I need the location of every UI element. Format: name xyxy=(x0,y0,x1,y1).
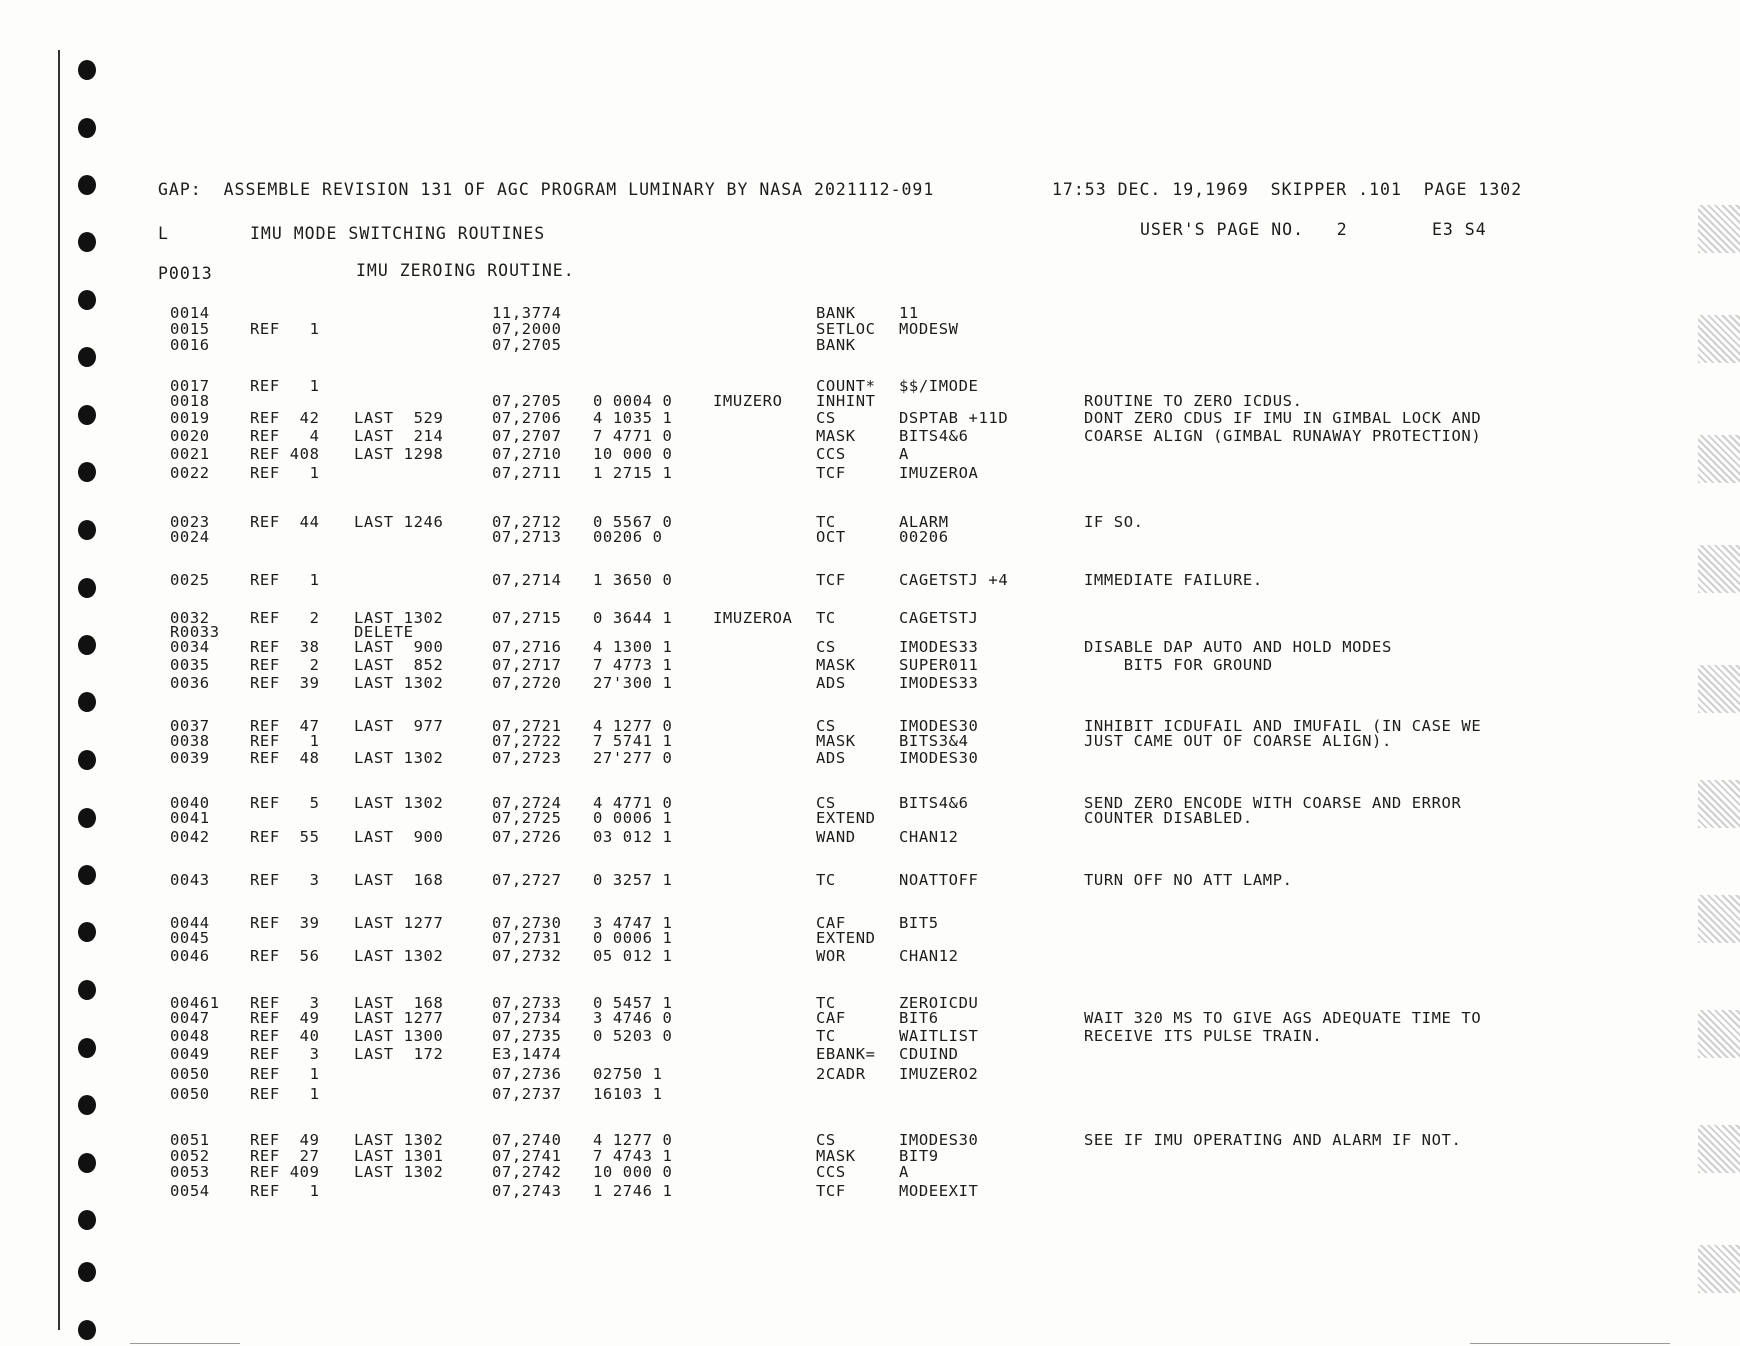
listing-last: LAST 168 xyxy=(354,994,444,1012)
listing-ref: REF 3 xyxy=(250,994,320,1012)
listing-comment: IF SO. xyxy=(1084,513,1144,531)
listing-seq: 0022 xyxy=(170,464,210,482)
punch-hole xyxy=(78,922,96,942)
tractor-feed-mark xyxy=(1698,1010,1740,1058)
listing-ref: REF 408 xyxy=(250,445,320,463)
listing-comment: TURN OFF NO ATT LAMP. xyxy=(1084,871,1293,889)
listing-operand: MODEEXIT xyxy=(899,1182,979,1200)
punch-hole xyxy=(78,462,96,482)
listing-op: EXTEND xyxy=(816,929,876,947)
listing-op: BANK xyxy=(816,336,856,354)
listing-op: SETLOC xyxy=(816,320,876,338)
listing-word: 0 5457 1 xyxy=(593,994,673,1012)
listing-ref: REF 47 xyxy=(250,717,320,735)
listing-operand: CAGETSTJ +4 xyxy=(899,571,1009,589)
listing-last: LAST 1246 xyxy=(354,513,444,531)
punch-hole xyxy=(78,1262,96,1282)
listing-seq: 0021 xyxy=(170,445,210,463)
listing-word: 7 4773 1 xyxy=(593,656,673,674)
listing-operand: SUPER011 xyxy=(899,656,979,674)
listing-comment: WAIT 320 MS TO GIVE AGS ADEQUATE TIME TO xyxy=(1084,1009,1482,1027)
listing-label: IMUZERO xyxy=(713,392,783,410)
listing-last: LAST 1300 xyxy=(354,1027,444,1045)
listing-op: WAND xyxy=(816,828,856,846)
listing-word: 02750 1 xyxy=(593,1065,663,1083)
listing-last: DELETE xyxy=(354,623,414,641)
listing-ref: REF 49 xyxy=(250,1009,320,1027)
listing-word: 0 5203 0 xyxy=(593,1027,673,1045)
listing-seq: 0019 xyxy=(170,409,210,427)
listing-ref: REF 1 xyxy=(250,1065,320,1083)
listing-op: TCF xyxy=(816,464,846,482)
listing-addr: 07,2706 xyxy=(492,409,562,427)
listing-comment: RECEIVE ITS PULSE TRAIN. xyxy=(1084,1027,1323,1045)
listing-last: LAST 1277 xyxy=(354,1009,444,1027)
listing-op: MASK xyxy=(816,732,856,750)
tractor-feed-mark xyxy=(1698,780,1740,828)
listing-addr: 07,2722 xyxy=(492,732,562,750)
section-title: IMU MODE SWITCHING ROUTINES xyxy=(250,224,546,243)
listing-operand: CHAN12 xyxy=(899,947,959,965)
punch-hole xyxy=(78,635,96,655)
punch-hole xyxy=(78,60,96,80)
listing-op: CAF xyxy=(816,914,846,932)
listing-seq: 0014 xyxy=(170,304,210,322)
listing-ref: REF 4 xyxy=(250,427,320,445)
listing-addr: 07,2707 xyxy=(492,427,562,445)
listing-addr: 07,2731 xyxy=(492,929,562,947)
listing-seq: 0053 xyxy=(170,1163,210,1181)
listing-word: 0 0004 0 xyxy=(593,392,673,410)
listing-seq: 0035 xyxy=(170,656,210,674)
listing-operand: WAITLIST xyxy=(899,1027,979,1045)
listing-op: BANK xyxy=(816,304,856,322)
listing-word: 0 3644 1 xyxy=(593,609,673,627)
listing-addr: 07,2730 xyxy=(492,914,562,932)
listing-comment: JUST CAME OUT OF COARSE ALIGN). xyxy=(1084,732,1392,750)
tractor-feed-mark xyxy=(1698,435,1740,483)
listing-ref: REF 38 xyxy=(250,638,320,656)
listing-op: TC xyxy=(816,1027,836,1045)
listing-ref: REF 2 xyxy=(250,656,320,674)
listing-word: 4 1300 1 xyxy=(593,638,673,656)
listing-addr: 07,2742 xyxy=(492,1163,562,1181)
listing-op: ADS xyxy=(816,749,846,767)
listing-label: IMUZEROA xyxy=(713,609,793,627)
punch-hole xyxy=(78,865,96,885)
listing-seq: 0050 xyxy=(170,1085,210,1103)
listing-last: LAST 852 xyxy=(354,656,444,674)
listing-addr: 07,2736 xyxy=(492,1065,562,1083)
listing-addr: 07,2732 xyxy=(492,947,562,965)
listing-word: 4 1035 1 xyxy=(593,409,673,427)
listing-seq: 0032 xyxy=(170,609,210,627)
listing-operand: DSPTAB +11D xyxy=(899,409,1009,427)
listing-addr: 07,2724 xyxy=(492,794,562,812)
listing-word: 0 5567 0 xyxy=(593,513,673,531)
listing-addr: 07,2725 xyxy=(492,809,562,827)
listing-operand: ALARM xyxy=(899,513,949,531)
listing-addr: 07,2743 xyxy=(492,1182,562,1200)
listing-last: LAST 977 xyxy=(354,717,444,735)
listing-comment: ROUTINE TO ZERO ICDUS. xyxy=(1084,392,1303,410)
listing-op: TC xyxy=(816,513,836,531)
section-letter: L xyxy=(158,224,169,243)
listing-last: LAST 214 xyxy=(354,427,444,445)
listing-seq: 0017 xyxy=(170,377,210,395)
listing-addr: 07,2737 xyxy=(492,1085,562,1103)
listing-seq: R0033 xyxy=(170,623,220,641)
listing-op: CS xyxy=(816,794,836,812)
listing-comment: DISABLE DAP AUTO AND HOLD MODES xyxy=(1084,638,1392,656)
listing-seq: 0054 xyxy=(170,1182,210,1200)
listing-operand: IMODES30 xyxy=(899,1131,979,1149)
listing-comment: INHIBIT ICDUFAIL AND IMUFAIL (IN CASE WE xyxy=(1084,717,1482,735)
listing-seq: 0024 xyxy=(170,528,210,546)
listing-last: LAST 1298 xyxy=(354,445,444,463)
listing-operand: CAGETSTJ xyxy=(899,609,979,627)
listing-ref: REF 55 xyxy=(250,828,320,846)
bottom-rule xyxy=(1470,1343,1670,1344)
listing-seq: 0043 xyxy=(170,871,210,889)
listing-op: TC xyxy=(816,994,836,1012)
listing-seq: 0042 xyxy=(170,828,210,846)
listing-word: 10 000 0 xyxy=(593,1163,673,1181)
listing-word: 0 0006 1 xyxy=(593,929,673,947)
listing-addr: 07,2713 xyxy=(492,528,562,546)
listing-operand: ZEROICDU xyxy=(899,994,979,1012)
listing-last: LAST 900 xyxy=(354,828,444,846)
listing-seq: 0049 xyxy=(170,1045,210,1063)
listing-word: 0 3257 1 xyxy=(593,871,673,889)
punch-hole xyxy=(78,578,96,598)
listing-ref: REF 1 xyxy=(250,571,320,589)
listing-comment: DONT ZERO CDUS IF IMU IN GIMBAL LOCK AND xyxy=(1084,409,1482,427)
punch-hole xyxy=(78,347,96,367)
listing-op: MASK xyxy=(816,656,856,674)
listing-addr: 07,2717 xyxy=(492,656,562,674)
listing-addr: E3,1474 xyxy=(492,1045,562,1063)
listing-ref: REF 1 xyxy=(250,320,320,338)
listing-op: WOR xyxy=(816,947,846,965)
tractor-feed-mark xyxy=(1698,1245,1740,1293)
users-page-number: USER'S PAGE NO. 2 xyxy=(1140,220,1348,239)
listing-word: 27'300 1 xyxy=(593,674,673,692)
listing-last: LAST 1302 xyxy=(354,674,444,692)
listing-addr: 07,2711 xyxy=(492,464,562,482)
listing-operand: CHAN12 xyxy=(899,828,959,846)
tractor-feed-mark xyxy=(1698,315,1740,363)
listing-word: 7 4771 0 xyxy=(593,427,673,445)
punch-hole xyxy=(78,750,96,770)
listing-op: TCF xyxy=(816,571,846,589)
print-timestamp: 17:53 DEC. 19,1969 SKIPPER .101 PAGE 1302 xyxy=(1052,180,1523,199)
listing-last: LAST 1302 xyxy=(354,749,444,767)
listing-addr: 07,2705 xyxy=(492,392,562,410)
listing-operand: BITS4&6 xyxy=(899,794,969,812)
tractor-feed-mark xyxy=(1698,545,1740,593)
listing-ref: REF 27 xyxy=(250,1147,320,1165)
listing-op: TC xyxy=(816,871,836,889)
listing-ref: REF 1 xyxy=(250,1182,320,1200)
listing-addr: 07,2710 xyxy=(492,445,562,463)
listing-ref: REF 1 xyxy=(250,377,320,395)
listing-operand: IMODES30 xyxy=(899,749,979,767)
punch-hole xyxy=(78,290,96,310)
listing-word: 1 3650 0 xyxy=(593,571,673,589)
listing-addr: 07,2741 xyxy=(492,1147,562,1165)
listing-operand: BIT9 xyxy=(899,1147,939,1165)
listing-word: 1 2746 1 xyxy=(593,1182,673,1200)
listing-seq: 0018 xyxy=(170,392,210,410)
listing-comment: BIT5 FOR GROUND xyxy=(1084,656,1273,674)
tractor-feed-mark xyxy=(1698,1125,1740,1173)
listing-op: CS xyxy=(816,717,836,735)
listing-seq: 0040 xyxy=(170,794,210,812)
listing-seq: 0051 xyxy=(170,1131,210,1149)
listing-addr: 07,2735 xyxy=(492,1027,562,1045)
listing-last: LAST 172 xyxy=(354,1045,444,1063)
listing-operand: IMODES30 xyxy=(899,717,979,735)
listing-word: 03 012 1 xyxy=(593,828,673,846)
punch-hole xyxy=(78,232,96,252)
listing-ref: REF 2 xyxy=(250,609,320,627)
listing-seq: 0052 xyxy=(170,1147,210,1165)
listing-seq: 0044 xyxy=(170,914,210,932)
listing-operand: IMUZEROA xyxy=(899,464,979,482)
listing-seq: 00461 xyxy=(170,994,220,1012)
listing-operand: BIT6 xyxy=(899,1009,939,1027)
listing-seq: 0039 xyxy=(170,749,210,767)
listing-seq: 0045 xyxy=(170,929,210,947)
listing-last: LAST 168 xyxy=(354,871,444,889)
listing-seq: 0048 xyxy=(170,1027,210,1045)
listing-operand: BIT5 xyxy=(899,914,939,932)
listing-operand: BITS4&6 xyxy=(899,427,969,445)
listing-operand: A xyxy=(899,1163,909,1181)
listing-comment: SEE IF IMU OPERATING AND ALARM IF NOT. xyxy=(1084,1131,1462,1149)
listing-op: EXTEND xyxy=(816,809,876,827)
punch-hole xyxy=(78,1210,96,1230)
listing-op: CS xyxy=(816,638,836,656)
listing-last: LAST 1302 xyxy=(354,1163,444,1181)
listing-ref: REF 40 xyxy=(250,1027,320,1045)
punch-hole xyxy=(78,118,96,138)
listing-op: CS xyxy=(816,409,836,427)
listing-word: 1 2715 1 xyxy=(593,464,673,482)
listing-word: 10 000 0 xyxy=(593,445,673,463)
listing-addr: 07,2740 xyxy=(492,1131,562,1149)
listing-seq: 0038 xyxy=(170,732,210,750)
listing-addr: 07,2721 xyxy=(492,717,562,735)
listing-op: COUNT* xyxy=(816,377,876,395)
listing-op: TC xyxy=(816,609,836,627)
listing-operand: IMUZERO2 xyxy=(899,1065,979,1083)
listing-ref: REF 42 xyxy=(250,409,320,427)
punch-hole xyxy=(78,980,96,1000)
listing-seq: 0050 xyxy=(170,1065,210,1083)
subsection-title: IMU ZEROING ROUTINE. xyxy=(356,261,575,280)
bottom-rule xyxy=(130,1343,240,1344)
listing-seq: 0046 xyxy=(170,947,210,965)
listing-ref: REF 1 xyxy=(250,464,320,482)
listing-op: 2CADR xyxy=(816,1065,866,1083)
punch-hole xyxy=(78,520,96,540)
listing-op: MASK xyxy=(816,1147,856,1165)
listing-last: LAST 1301 xyxy=(354,1147,444,1165)
listing-addr: 07,2705 xyxy=(492,336,562,354)
punch-hole xyxy=(78,1095,96,1115)
log-number: P0013 xyxy=(158,264,213,283)
tractor-feed-mark xyxy=(1698,895,1740,943)
listing-ref: REF 39 xyxy=(250,674,320,692)
listing-operand: IMODES33 xyxy=(899,638,979,656)
punch-hole xyxy=(78,1153,96,1173)
punch-hole xyxy=(78,405,96,425)
listing-word: 4 4771 0 xyxy=(593,794,673,812)
listing-op: CAF xyxy=(816,1009,846,1027)
listing-op: MASK xyxy=(816,427,856,445)
listing-word: 7 4743 1 xyxy=(593,1147,673,1165)
listing-last: LAST 1302 xyxy=(354,1131,444,1149)
listing-title: GAP: ASSEMBLE REVISION 131 OF AGC PROGRAM LUMINARY BY NASA 2021112-091 xyxy=(158,180,935,199)
listing-word: 16103 1 xyxy=(593,1085,663,1103)
listing-last: LAST 1302 xyxy=(354,794,444,812)
listing-ref: REF 49 xyxy=(250,1131,320,1149)
listing-operand: BITS3&4 xyxy=(899,732,969,750)
listing-seq: 0025 xyxy=(170,571,210,589)
listing-ref: REF 5 xyxy=(250,794,320,812)
listing-seq: 0020 xyxy=(170,427,210,445)
listing-word: 4 1277 0 xyxy=(593,717,673,735)
listing-operand: A xyxy=(899,445,909,463)
listing-addr: 07,2723 xyxy=(492,749,562,767)
listing-last: LAST 900 xyxy=(354,638,444,656)
listing-comment: COUNTER DISABLED. xyxy=(1084,809,1253,827)
listing-word: 27'277 0 xyxy=(593,749,673,767)
listing-word: 00206 0 xyxy=(593,528,663,546)
listing-ref: REF 409 xyxy=(250,1163,320,1181)
listing-operand: CDUIND xyxy=(899,1045,959,1063)
listing-operand: 00206 xyxy=(899,528,949,546)
listing-operand: 11 xyxy=(899,304,919,322)
listing-addr: 07,2733 xyxy=(492,994,562,1012)
listing-op: EBANK= xyxy=(816,1045,876,1063)
listing-op: INHINT xyxy=(816,392,876,410)
listing-last: LAST 1277 xyxy=(354,914,444,932)
listing-op: CCS xyxy=(816,445,846,463)
tractor-feed-mark xyxy=(1698,205,1740,253)
listing-seq: 0015 xyxy=(170,320,210,338)
punch-hole xyxy=(78,692,96,712)
listing-seq: 0034 xyxy=(170,638,210,656)
tractor-feed-mark xyxy=(1698,665,1740,713)
listing-word: 3 4746 0 xyxy=(593,1009,673,1027)
listing-ref: REF 3 xyxy=(250,871,320,889)
listing-addr: 07,2715 xyxy=(492,609,562,627)
listing-seq: 0023 xyxy=(170,513,210,531)
listing-operand: MODESW xyxy=(899,320,959,338)
listing-comment: COARSE ALIGN (GIMBAL RUNAWAY PROTECTION) xyxy=(1084,427,1482,445)
punch-hole xyxy=(78,175,96,195)
listing-ref: REF 56 xyxy=(250,947,320,965)
listing-ref: REF 48 xyxy=(250,749,320,767)
punch-hole xyxy=(78,1038,96,1058)
listing-comment: SEND ZERO ENCODE WITH COARSE AND ERROR xyxy=(1084,794,1462,812)
listing-addr: 07,2727 xyxy=(492,871,562,889)
listing-op: ADS xyxy=(816,674,846,692)
punch-hole xyxy=(78,808,96,828)
listing-addr: 07,2726 xyxy=(492,828,562,846)
listing-last: LAST 1302 xyxy=(354,609,444,627)
listing-seq: 0047 xyxy=(170,1009,210,1027)
bank-identifier: E3 S4 xyxy=(1432,220,1487,239)
listing-word: 0 0006 1 xyxy=(593,809,673,827)
listing-addr: 07,2000 xyxy=(492,320,562,338)
listing-op: CS xyxy=(816,1131,836,1149)
listing-comment: IMMEDIATE FAILURE. xyxy=(1084,571,1263,589)
left-margin-line xyxy=(58,50,60,1330)
listing-addr: 07,2712 xyxy=(492,513,562,531)
listing-operand: IMODES33 xyxy=(899,674,979,692)
listing-word: 4 1277 0 xyxy=(593,1131,673,1149)
listing-addr: 07,2720 xyxy=(492,674,562,692)
listing-ref: REF 1 xyxy=(250,1085,320,1103)
listing-word: 05 012 1 xyxy=(593,947,673,965)
listing-ref: REF 3 xyxy=(250,1045,320,1063)
listing-addr: 07,2716 xyxy=(492,638,562,656)
listing-seq: 0036 xyxy=(170,674,210,692)
listing-last: LAST 1302 xyxy=(354,947,444,965)
listing-addr: 07,2734 xyxy=(492,1009,562,1027)
listing-word: 3 4747 1 xyxy=(593,914,673,932)
listing-op: CCS xyxy=(816,1163,846,1181)
listing-seq: 0016 xyxy=(170,336,210,354)
listing-ref: REF 44 xyxy=(250,513,320,531)
listing-addr: 07,2714 xyxy=(492,571,562,589)
listing-word: 7 5741 1 xyxy=(593,732,673,750)
listing-ref: REF 1 xyxy=(250,732,320,750)
listing-op: OCT xyxy=(816,528,846,546)
listing-operand: $$/IMODE xyxy=(899,377,979,395)
listing-seq: 0041 xyxy=(170,809,210,827)
listing-operand: NOATTOFF xyxy=(899,871,979,889)
listing-op: TCF xyxy=(816,1182,846,1200)
listing-addr: 11,3774 xyxy=(492,304,562,322)
punch-hole xyxy=(78,1320,96,1340)
listing-ref: REF 39 xyxy=(250,914,320,932)
listing-last: LAST 529 xyxy=(354,409,444,427)
listing-seq: 0037 xyxy=(170,717,210,735)
